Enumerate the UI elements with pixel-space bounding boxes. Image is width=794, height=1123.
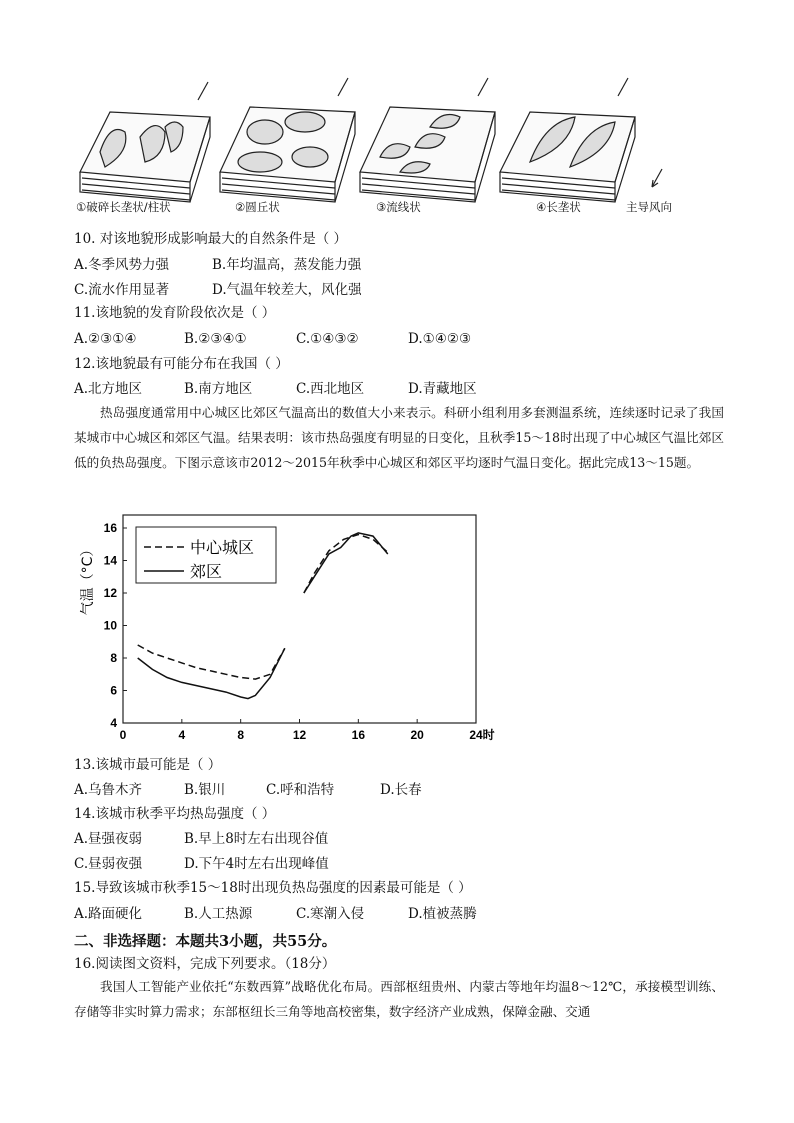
q12-option-c: C.西北地区 [296, 381, 365, 397]
landform-illustration [70, 72, 710, 220]
panel-caption-4: ④长垄状 [536, 200, 581, 214]
passage-east-data-west-compute: 我国人工智能产业依托“东数西算”战略优化布局。西部枢纽贵州、内蒙古等地年均温8～12℃，承接模型训练、存储等非实时算力需求；东部枢纽长三角等地高校密集，数字经济产业成熟，保障金融、交通 [74, 979, 724, 1019]
q16-stem: 16.阅读图文资料，完成下列要求。（18分） [74, 956, 336, 972]
y-tick-label: 4 [110, 716, 117, 730]
q10-option-d: D.气温年较差大，风化强 [212, 282, 362, 298]
y-tick-label: 10 [103, 618, 117, 633]
q14-option-a: A.昼强夜弱 [74, 831, 143, 847]
temperature-chart-svg [78, 505, 508, 750]
q10-option-b: B.年均温高，蒸发能力强 [212, 257, 362, 273]
x-tick-label: 20 [410, 728, 424, 742]
wind-label: 主导风向 [626, 200, 672, 214]
landform-figure [70, 72, 710, 220]
q15-stem: 15.导致该城市秋季15～18时出现负热岛强度的因素最可能是（ ） [74, 880, 472, 896]
q12-option-a: A.北方地区 [74, 381, 143, 397]
q10-stem: 10. 对该地貌形成影响最大的自然条件是（ ） [74, 231, 348, 247]
x-tick-label: 16 [351, 728, 366, 742]
x-tick-label: 12 [292, 728, 307, 742]
q13-option-c: C.呼和浩特 [266, 782, 335, 798]
q14-option-b: B.早上8时左右出现谷值 [184, 831, 329, 847]
y-tick-label: 8 [110, 651, 117, 665]
landform-block-4 [500, 112, 635, 202]
q10-option-c: C.流水作用显著 [74, 282, 170, 298]
q11-option-a: A.②③①④ [74, 331, 137, 347]
panel-caption-2: ②圆丘状 [235, 200, 280, 214]
q14-option-c: C.昼弱夜强 [74, 856, 143, 872]
legend-label: 郊区 [190, 562, 223, 581]
y-tick-label: 16 [103, 521, 117, 535]
passage-heat-island: 热岛强度通常用中心城区比郊区气温高出的数值大小来表示。科研小组利用多套测温系统，连续逐时记录了我国某城市中心城区和郊区气温。结果表明：该市热岛强度有明显的日变化，且秋季15～18时出现了中心城区气温比郊区低的负热岛强度。下图示意该市2012～2015年秋季中心城区和郊区平均逐时气温日变化。据此完成13～15题。 [74, 405, 724, 470]
q15-option-a: A.路面硬化 [74, 906, 143, 922]
legend-label: 中心城区 [190, 538, 255, 557]
y-axis-label: 气温（°C） [80, 542, 96, 616]
landform-block-1 [80, 112, 210, 202]
landform-block-3 [360, 107, 495, 202]
x-tick-label: 24时 [469, 728, 495, 742]
q11-option-d: D.①④②③ [408, 331, 472, 347]
q12-option-b: B.南方地区 [184, 381, 253, 397]
section-2-heading: 二、非选择题：本题共3小题，共55分。 [74, 933, 337, 950]
panel-caption-1: ①破碎长垄状/柱状 [76, 200, 171, 214]
q13-stem: 13.该城市最可能是（ ） [74, 757, 222, 773]
q14-stem: 14.该城市秋季平均热岛强度（ ） [74, 806, 276, 822]
q12-stem: 12.该地貌最有可能分布在我国（ ） [74, 356, 289, 372]
x-tick-label: 4 [178, 728, 186, 742]
q14-option-d: D.下午4时左右出现峰值 [184, 856, 329, 872]
q13-option-a: A.乌鲁木齐 [74, 782, 143, 798]
series-0-segment-1 [304, 535, 388, 594]
q11-option-b: B.②③④① [184, 331, 247, 347]
q15-option-b: B.人工热源 [184, 906, 253, 922]
q15-option-c: C.寒潮入侵 [296, 906, 365, 922]
q15-option-d: D.植被蒸腾 [408, 906, 477, 922]
q13-option-d: D.长春 [380, 782, 422, 798]
q11-stem: 11.该地貌的发育阶段依次是（ ） [74, 305, 276, 321]
q10-option-a: A.冬季风势力强 [74, 257, 170, 273]
x-tick-label: 0 [119, 728, 127, 742]
q11-option-c: C.①④③② [296, 331, 359, 347]
y-tick-label: 14 [103, 553, 117, 568]
x-tick-label: 8 [237, 728, 245, 742]
landform-block-2 [220, 107, 355, 202]
q12-option-d: D.青藏地区 [408, 381, 477, 397]
y-tick-label: 12 [103, 586, 117, 600]
temperature-chart [78, 505, 508, 750]
panel-caption-3: ③流线状 [376, 200, 421, 214]
y-tick-label: 6 [110, 683, 117, 698]
q13-option-b: B.银川 [184, 782, 226, 798]
